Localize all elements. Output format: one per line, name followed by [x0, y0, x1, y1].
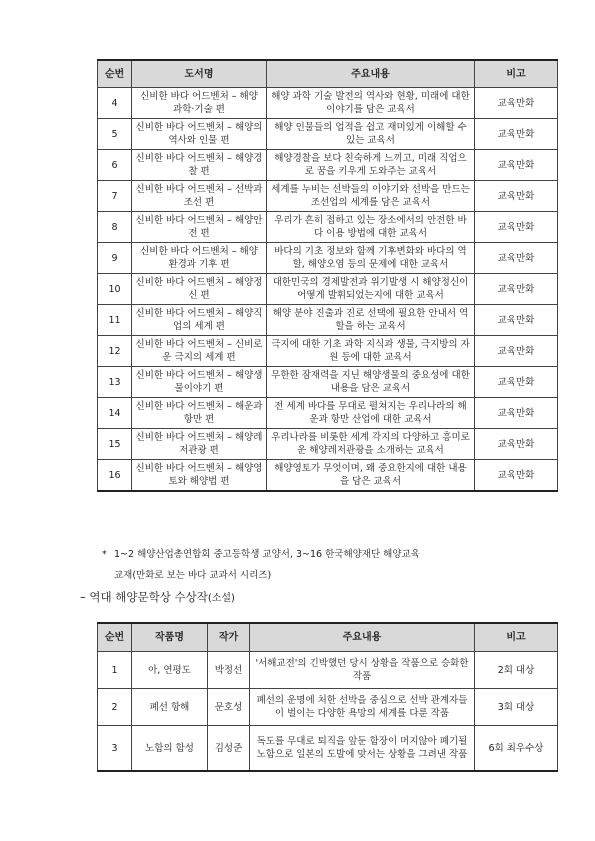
cell-note: 교육만화	[475, 212, 558, 243]
cell-title: 신비한 바다 어드벤처 – 해양직업의 세계 편	[132, 305, 267, 336]
cell-no: 3	[98, 726, 132, 772]
cell-note: 6회 최우수상	[475, 726, 558, 772]
table-row	[98, 652, 558, 689]
cell-note: 교육만화	[475, 460, 558, 492]
cell-title: 폐선 항해	[132, 689, 208, 726]
table-row	[98, 367, 558, 398]
table-row	[98, 181, 558, 212]
cell-no: 9	[98, 243, 132, 274]
cell-note: 교육만화	[475, 88, 558, 119]
header-content: 주요내용	[250, 623, 475, 652]
cell-no: 11	[98, 305, 132, 336]
cell-note: 교육만화	[475, 305, 558, 336]
cell-no: 6	[98, 150, 132, 181]
cell-content: 해양 분야 진출과 진로 선택에 필요한 안내서 역할을 하는 교육서	[267, 305, 475, 336]
table-row	[98, 119, 558, 150]
cell-title: 신비한 바다 어드벤처 – 해양생물이야기 편	[132, 367, 267, 398]
cell-no: 1	[98, 652, 132, 689]
cell-content: 해양 인물들의 업적을 쉽고 재미있게 이해할 수 있는 교육서	[267, 119, 475, 150]
cell-no: 4	[98, 88, 132, 119]
cell-title: 신비한 바다 어드벤처 – 해양레저관광 편	[132, 429, 267, 460]
table-row	[98, 429, 558, 460]
cell-note: 교육만화	[475, 181, 558, 212]
table-row	[98, 726, 558, 772]
awards-table	[97, 622, 558, 772]
cell-no: 7	[98, 181, 132, 212]
cell-title: 신비한 바다 어드벤처 – 해양영토와 해양법 편	[132, 460, 267, 492]
cell-note: 교육만화	[475, 150, 558, 181]
cell-content: 극지에 대한 기초 과학 지식과 생물, 극지방의 자원 등에 대한 교육서	[267, 336, 475, 367]
cell-content: 해양영토가 무엇이며, 왜 중요한지에 대한 내용을 담은 교육서	[267, 460, 475, 492]
table-row	[98, 336, 558, 367]
cell-note: 3회 대상	[475, 689, 558, 726]
cell-author: 김성준	[208, 726, 250, 772]
cell-no: 13	[98, 367, 132, 398]
cell-note: 교육만화	[475, 398, 558, 429]
cell-author: 문호성	[208, 689, 250, 726]
cell-title: 신비한 바다 어드벤처 – 해양 환경과 기후 편	[132, 243, 267, 274]
cell-note: 교육만화	[475, 367, 558, 398]
cell-title: 신비한 바다 어드벤처 – 선박과 조선 편	[132, 181, 267, 212]
cell-author: 박정선	[208, 652, 250, 689]
footnote-line-1: 1~2 해양산업총연합회 중고등학생 교양서, 3~16 한국해양재단 해양교육	[114, 549, 420, 560]
cell-content: 세계를 누비는 선박들의 이야기와 선박을 만드는 조선업의 세계를 담은 교육서	[267, 181, 475, 212]
cell-note: 교육만화	[475, 274, 558, 305]
cell-no: 10	[98, 274, 132, 305]
cell-content: 독도를 무대로 퇴직을 앞둔 함장이 머지않아 폐기될 노함으로 일본의 도발에 맞서는 상황을 그려낸 작품	[250, 726, 475, 772]
header-no: 순번	[98, 60, 132, 88]
cell-content: 바다의 기초 정보와 함께 기후변화와 바다의 역할, 해양오염 등의 문제에 대한 교육서	[267, 243, 475, 274]
table-row	[98, 88, 558, 119]
cell-content: '서해교전'의 긴박했던 당시 상황을 작품으로 승화한 작품	[250, 652, 475, 689]
cell-title: 노함의 함성	[132, 726, 208, 772]
section-suffix: (소설)	[207, 593, 235, 604]
table-row	[98, 243, 558, 274]
table-row	[98, 305, 558, 336]
header-author: 작가	[208, 623, 250, 652]
table-row	[98, 150, 558, 181]
cell-title: 신비한 바다 어드벤처 – 해양정신 편	[132, 274, 267, 305]
table-row	[98, 460, 558, 492]
cell-title: 신비한 바다 어드벤처 – 해양의 역사와 인물 편	[132, 119, 267, 150]
cell-note: 교육만화	[475, 243, 558, 274]
footnote	[102, 544, 562, 586]
cell-note: 2회 대상	[475, 652, 558, 689]
header-no: 순번	[98, 623, 132, 652]
books-table	[97, 59, 558, 492]
cell-title: 신비한 바다 어드벤처 – 신비로운 극지의 세계 편	[132, 336, 267, 367]
cell-content: 무한한 잠재력을 지닌 해양생물의 중요성에 대한 내용을 담은 교육서	[267, 367, 475, 398]
cell-content: 전 세계 바다를 무대로 펼쳐지는 우리나라의 해운과 항만 산업에 대한 교육서	[267, 398, 475, 429]
cell-note: 교육만화	[475, 119, 558, 150]
cell-no: 16	[98, 460, 132, 492]
table-row	[98, 398, 558, 429]
cell-no: 14	[98, 398, 132, 429]
cell-no: 8	[98, 212, 132, 243]
cell-title: 신비한 바다 어드벤처 – 해양안전 편	[132, 212, 267, 243]
cell-no: 12	[98, 336, 132, 367]
cell-no: 2	[98, 689, 132, 726]
cell-content: 해양 과학 기술 발전의 역사와 현황, 미래에 대한 이야기를 담은 교육서	[267, 88, 475, 119]
awards-table-header	[98, 623, 558, 652]
cell-note: 교육만화	[475, 336, 558, 367]
header-note: 비고	[475, 623, 558, 652]
cell-title: 신비한 바다 어드벤처 – 해양 과학·기술 편	[132, 88, 267, 119]
cell-title: 신비한 바다 어드벤처 – 해양경찰 편	[132, 150, 267, 181]
footnote-line-2: 교재(만화로 보는 바다 교과서 시리즈)	[114, 570, 272, 581]
cell-note: 교육만화	[475, 429, 558, 460]
header-work: 작품명	[132, 623, 208, 652]
section-heading	[80, 589, 235, 605]
footnote-mark: *	[102, 549, 107, 560]
cell-no: 5	[98, 119, 132, 150]
header-note: 비고	[475, 60, 558, 88]
cell-content: 폐선의 운명에 처한 선박을 중심으로 선박 관계자들이 벌이는 다양한 욕망의 세계를 다룬 작품	[250, 689, 475, 726]
books-table-header	[98, 60, 558, 88]
table-row	[98, 274, 558, 305]
cell-content: 우리가 흔히 접하고 있는 장소에서의 안전한 바다 이용 방법에 대한 교육서	[267, 212, 475, 243]
header-title: 도서명	[132, 60, 267, 88]
cell-content: 해양경찰을 보다 친숙하게 느끼고, 미래 직업으로 꿈을 키우게 도와주는 교육서	[267, 150, 475, 181]
cell-content: 대한민국의 경제발전과 위기발생 시 해양정신이 어떻게 발휘되었는지에 대한 교육서	[267, 274, 475, 305]
section-dash: –	[80, 590, 86, 604]
header-content: 주요내용	[267, 60, 475, 88]
cell-title: 신비한 바다 어드벤처 – 해운과 항만 편	[132, 398, 267, 429]
cell-title: 아, 연평도	[132, 652, 208, 689]
section-title: 역대 해양문학상 수상작	[89, 590, 208, 604]
cell-no: 15	[98, 429, 132, 460]
cell-content: 우리나라를 비롯한 세계 각지의 다양하고 흥미로운 해양레저관광을 소개하는 교육서	[267, 429, 475, 460]
table-row	[98, 212, 558, 243]
table-row	[98, 689, 558, 726]
